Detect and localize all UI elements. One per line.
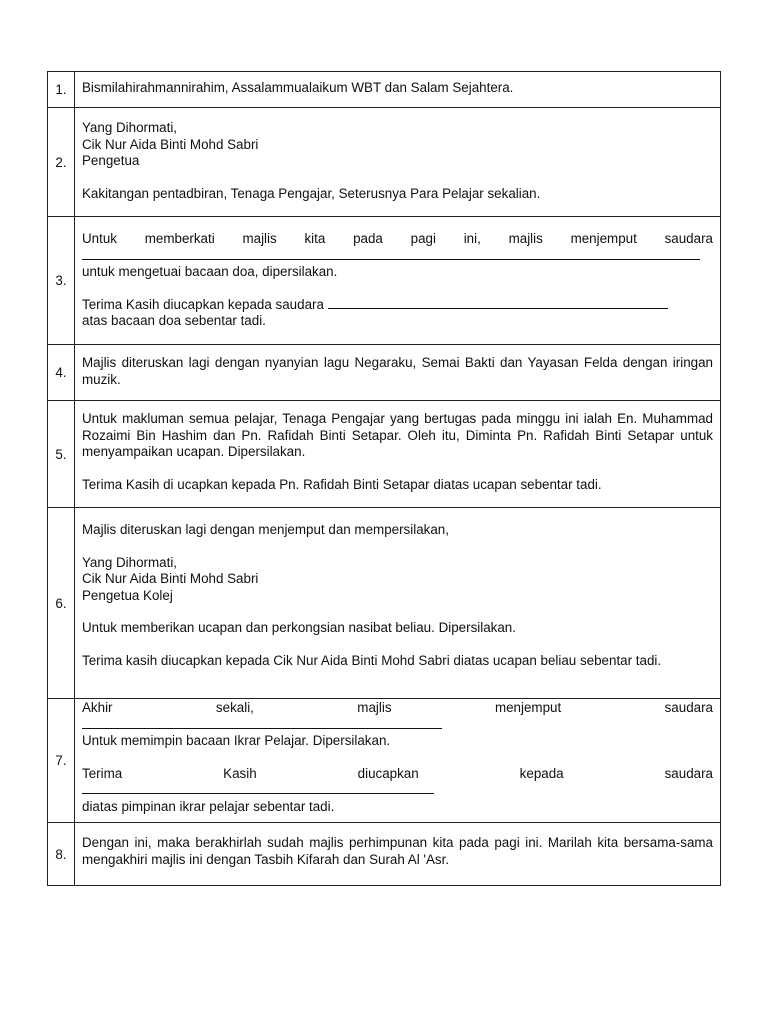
row-content bbox=[75, 401, 721, 508]
doa-thanks-end: atas bacaan doa sebentar tadi. bbox=[82, 313, 266, 328]
row-content bbox=[75, 217, 721, 345]
table-row bbox=[48, 72, 721, 108]
table-row bbox=[48, 217, 721, 345]
principal-name: Cik Nur Aida Binti Mohd Sabri bbox=[82, 571, 259, 586]
opening-greeting: Bismilahirahmannirahim, Assalammualaikum WBT dan Salam Sejahtera. bbox=[82, 79, 514, 95]
row-content bbox=[75, 72, 721, 108]
name-blank-line bbox=[82, 248, 700, 260]
anthem-announcement: Majlis diteruskan lagi dengan nyanyian lagu Negaraku, Semai Bakti dan Yayasan Felda dengan iringan muzik. bbox=[82, 355, 713, 387]
pledge-thanks: Terima Kasih diucapkan kepada saudara bbox=[82, 765, 713, 781]
table-row bbox=[48, 823, 721, 886]
name-blank-line bbox=[82, 782, 434, 794]
programme-script-table bbox=[47, 71, 721, 886]
row-number: 8. bbox=[48, 823, 75, 886]
table-row bbox=[48, 401, 721, 508]
principal-speech-invitation: Untuk memberikan ucapan dan perkongsian nasibat beliau. Dipersilakan. bbox=[82, 620, 516, 635]
principal-title: Pengetua Kolej bbox=[82, 587, 173, 603]
salutation: Yang Dihormati, bbox=[82, 554, 178, 570]
duty-teacher-announcement: Untuk makluman semua pelajar, Tenaga Pengajar yang bertugas pada minggu ini ialah En. Muhammad Rozaimi Bin Hashim dan Pn. Rafidah Binti Setapar. Oleh itu, Diminta Pn. Rafidah Binti Setapar untuk menyampaikan ucapan. Dipersilakan. bbox=[82, 411, 713, 459]
row-number: 6. bbox=[48, 508, 75, 699]
doa-invitation-end: untuk mengetuai bacaan doa, dipersilakan. bbox=[82, 264, 338, 279]
row-content bbox=[75, 699, 721, 823]
table-row bbox=[48, 699, 721, 823]
pledge-thanks-end: diatas pimpinan ikrar pelajar sebentar tadi. bbox=[82, 798, 335, 814]
row-number: 2. bbox=[48, 108, 75, 217]
row-content bbox=[75, 823, 721, 886]
row-content bbox=[75, 508, 721, 699]
principal-title: Pengetua bbox=[82, 153, 140, 168]
audience-greeting: Kakitangan pentadbiran, Tenaga Pengajar, Seterusnya Para Pelajar sekalian. bbox=[82, 185, 541, 201]
row-number: 1. bbox=[48, 72, 75, 108]
duty-teacher-thanks: Terima Kasih di ucapkan kepada Pn. Rafidah Binti Setapar diatas ucapan sebentar tadi. bbox=[82, 476, 602, 492]
principal-name: Cik Nur Aida Binti Mohd Sabri bbox=[82, 136, 259, 152]
salutation: Yang Dihormati, bbox=[82, 120, 178, 135]
name-blank-line bbox=[82, 717, 442, 729]
row-number: 7. bbox=[48, 699, 75, 823]
row-number: 5. bbox=[48, 401, 75, 508]
row-content bbox=[75, 345, 721, 401]
row-number: 4. bbox=[48, 345, 75, 401]
row-number: 3. bbox=[48, 217, 75, 345]
table-row bbox=[48, 508, 721, 699]
principal-thanks: Terima kasih diucapkan kepada Cik Nur Aida Binti Mohd Sabri diatas ucapan beliau sebentar tadi. bbox=[82, 652, 662, 668]
name-blank-line bbox=[328, 297, 668, 309]
pledge-invitation-end: Untuk memimpin bacaan Ikrar Pelajar. Dipersilakan. bbox=[82, 733, 391, 748]
closing-announcement: Dengan ini, maka berakhirlah sudah majlis perhimpunan kita pada pagi ini. Marilah kita bersama-sama mengakhiri majlis ini dengan Tasbih Kifarah dan Surah Al 'Asr. bbox=[82, 835, 713, 867]
table-row bbox=[48, 345, 721, 401]
table-row bbox=[48, 108, 721, 217]
principal-invitation: Majlis diteruskan lagi dengan menjemput dan mempersilakan, bbox=[82, 522, 449, 537]
row-content bbox=[75, 108, 721, 217]
doa-thanks: Terima Kasih diucapkan kepada saudara bbox=[82, 296, 324, 312]
pledge-invitation: Akhir sekali, majlis menjemput saudara bbox=[82, 700, 713, 715]
doa-invitation: Untuk memberkati majlis kita pada pagi ini, majlis menjemput saudara bbox=[82, 231, 713, 246]
